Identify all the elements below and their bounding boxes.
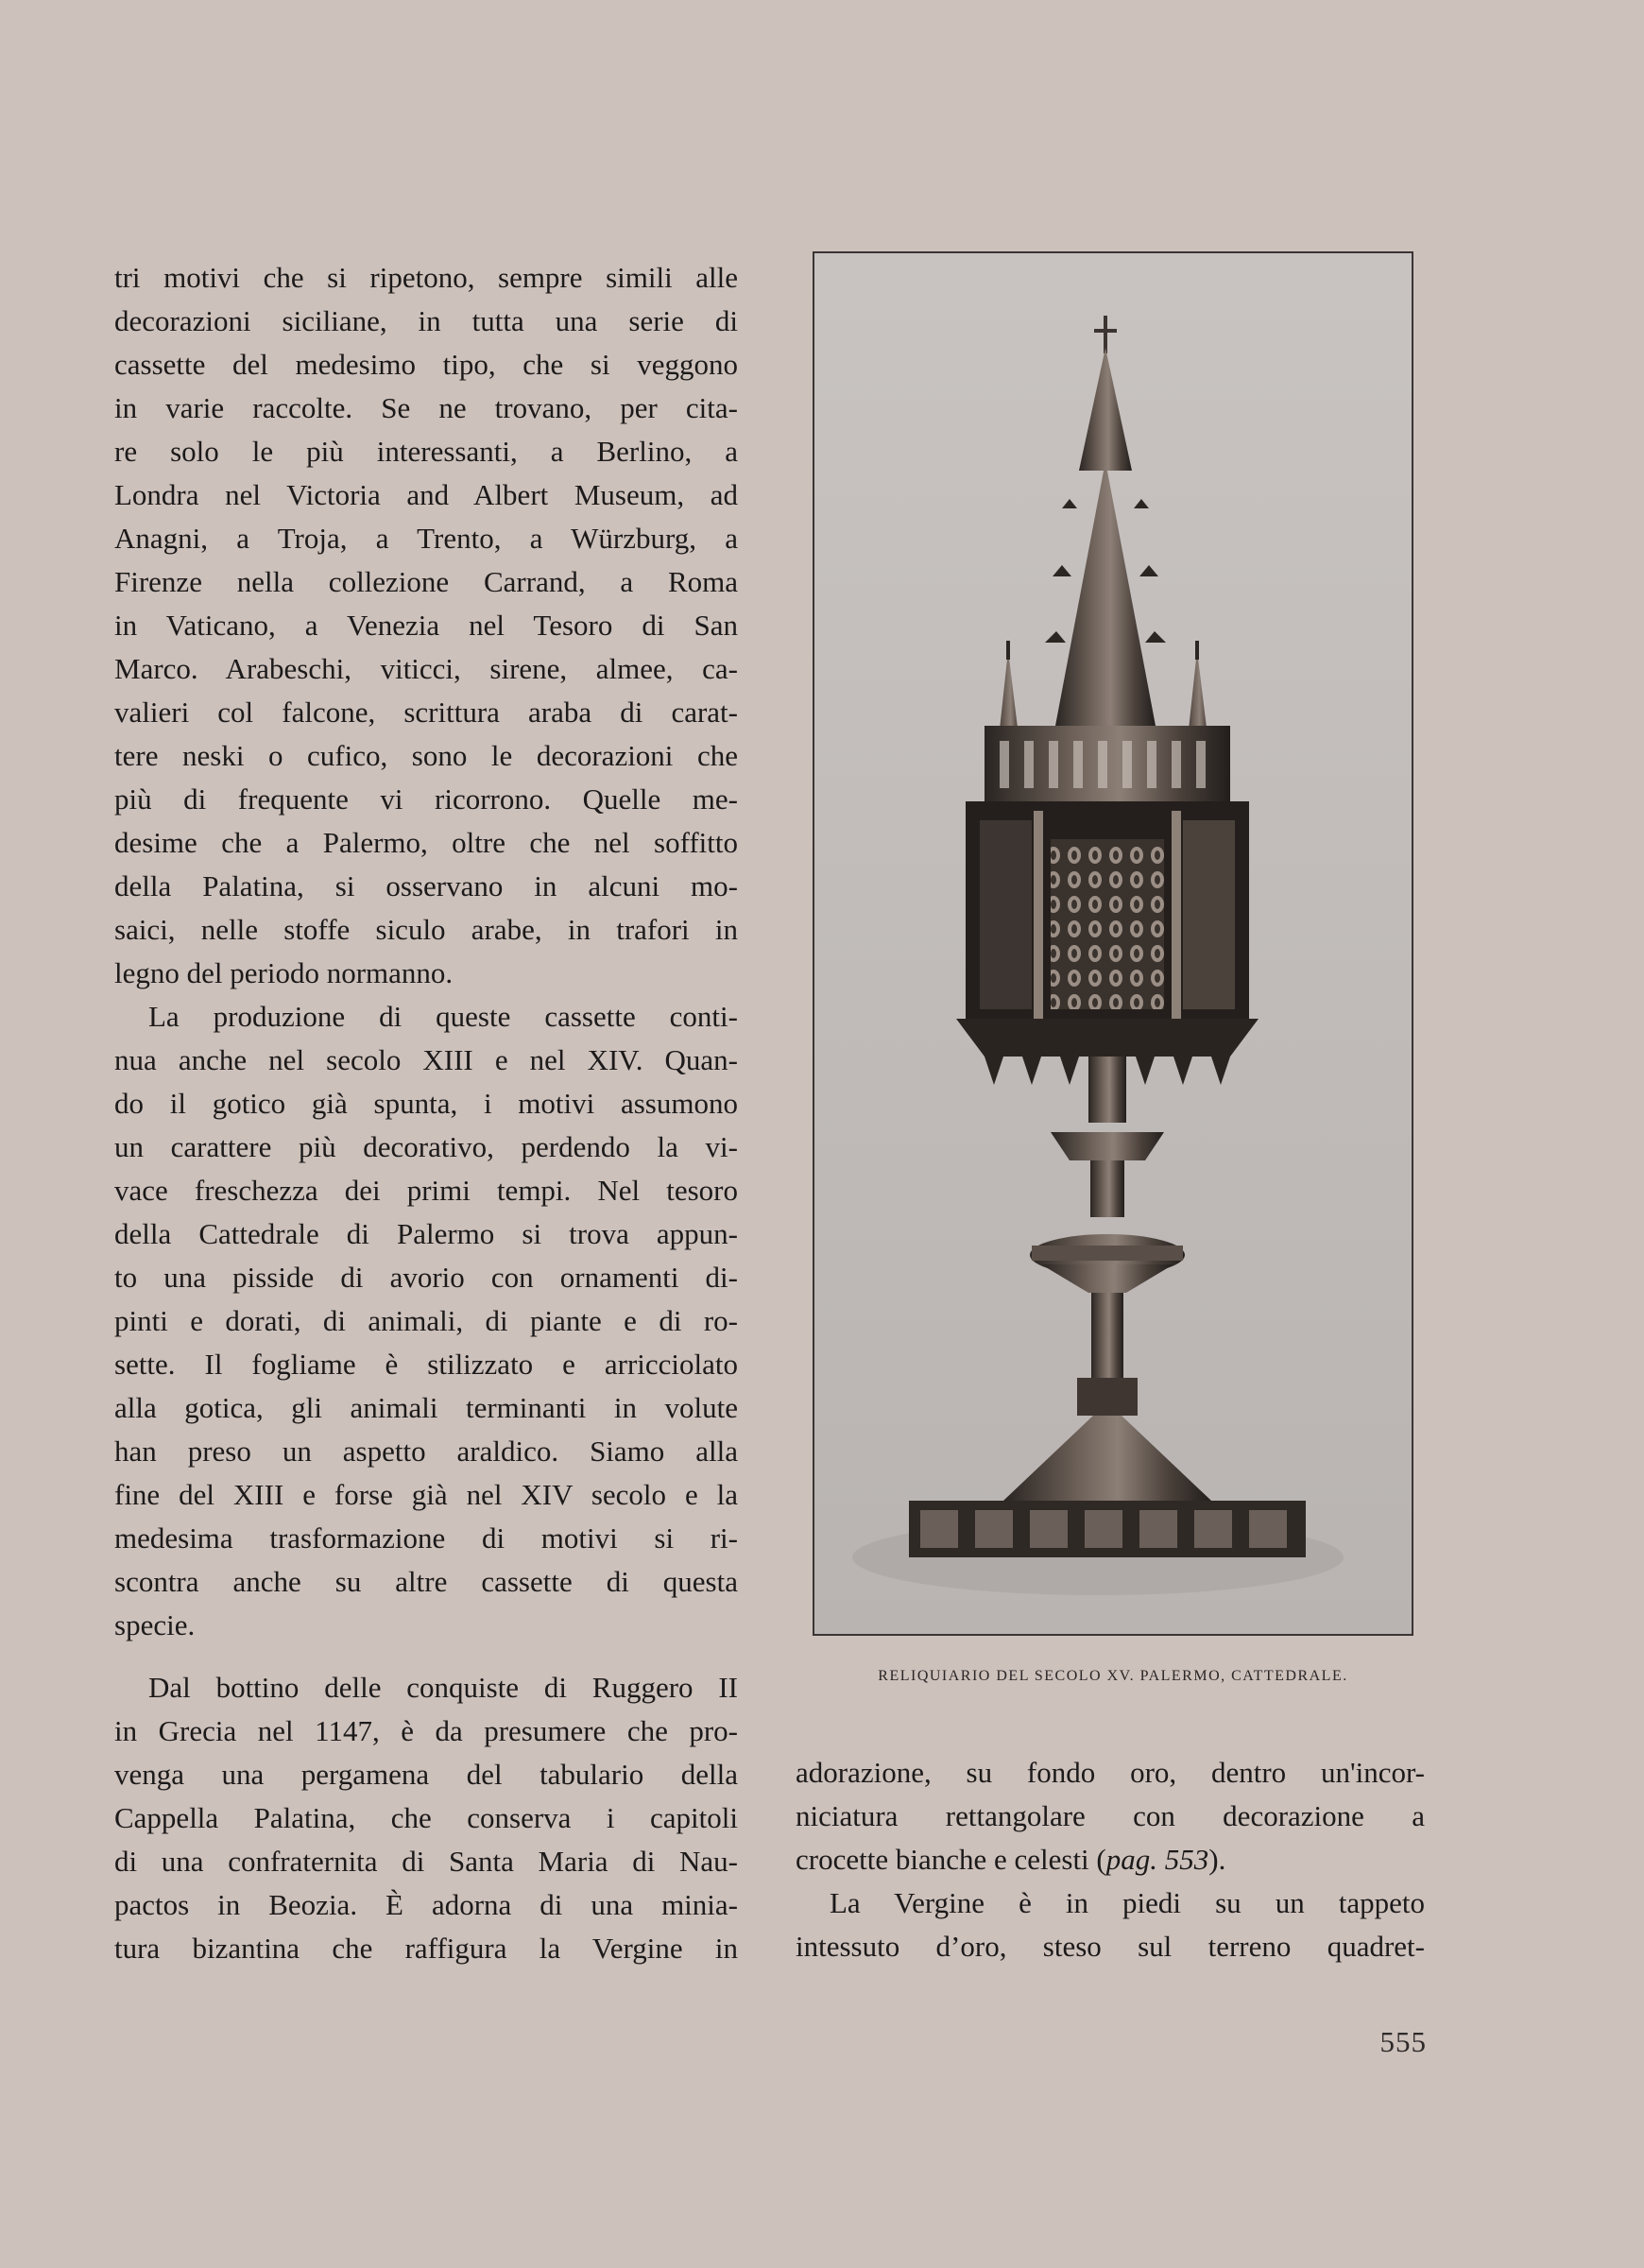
text-line: alla gotica, gli animali terminanti in volute <box>114 1391 738 1424</box>
text-line: più di frequente vi ricorrono. Quelle me- <box>114 782 738 816</box>
reliquary-illustration <box>814 253 1412 1634</box>
text-line: specie. <box>114 1608 196 1641</box>
text-line: pactos in Beozia. È adorna di una minia- <box>114 1888 738 1921</box>
text-line: della Palatina, si osservano in alcuni mo- <box>114 869 738 902</box>
text-line-with-reference <box>796 1838 1425 1881</box>
text-line: Marco. Arabeschi, viticci, sirene, almee, ca- <box>114 652 738 685</box>
figure-caption: RELIQUIARIO DEL SECOLO XV. PALERMO, CATTEDRALE. <box>878 1668 1348 1684</box>
text-line: venga una pergamena del tabulario della <box>114 1758 738 1791</box>
text-line: to una pisside di avorio con ornamenti di- <box>114 1261 738 1294</box>
text-line: do il gotico già spunta, i motivi assumono <box>114 1087 738 1120</box>
text-line: Londra nel Victoria and Albert Museum, ad <box>114 478 738 511</box>
text-line: fine del XIII e forse già nel XIV secolo e la <box>114 1478 738 1511</box>
page-reference: pag. 553 <box>1105 1843 1209 1876</box>
paragraph-start-line: La Vergine è in piedi su un tappeto <box>830 1886 1425 1919</box>
right-column-text <box>796 1751 1425 1978</box>
page-number: 555 <box>1379 2025 1427 2058</box>
left-column-text-continued <box>114 1666 738 1978</box>
text-line: della Cattedrale di Palermo si trova appun- <box>114 1217 738 1250</box>
text-line: pinti e dorati, di animali, di piante e di ro- <box>114 1304 738 1337</box>
text-line: sette. Il fogliame è stilizzato e arricciolato <box>114 1348 738 1381</box>
text-line: desime che a Palermo, oltre che nel soffitto <box>114 826 738 859</box>
text-line: tura bizantina che raffigura la Vergine in <box>114 1932 738 1965</box>
paragraph-start-line: La produzione di queste cassette conti- <box>148 1000 738 1033</box>
text-line: medesima trasformazione di motivi si ri- <box>114 1521 738 1555</box>
paragraph-start-line: Dal bottino delle conquiste di Ruggero II <box>148 1671 738 1704</box>
text-line: di una confraternita di Santa Maria di Nau- <box>114 1845 738 1878</box>
text-line: in Vaticano, a Venezia nel Tesoro di San <box>114 609 738 642</box>
text-fragment: ). <box>1208 1843 1226 1876</box>
text-line: niciatura rettangolare con decorazione a <box>796 1799 1425 1832</box>
text-line: tri motivi che si ripetono, sempre simili alle <box>114 261 738 294</box>
text-line: un carattere più decorativo, perdendo la vi- <box>114 1130 738 1163</box>
text-line: intessuto d’oro, steso sul terreno quadret- <box>796 1930 1425 1963</box>
text-line: re solo le più interessanti, a Berlino, a <box>114 435 738 468</box>
text-line: adorazione, su fondo oro, dentro un'incor- <box>796 1756 1425 1789</box>
text-line: Cappella Palatina, che conserva i capitoli <box>114 1801 738 1834</box>
text-line: scontra anche su altre cassette di questa <box>114 1565 738 1598</box>
text-line: Anagni, a Troja, a Trento, a Würzburg, a <box>114 522 738 555</box>
text-fragment: crocette bianche e celesti ( <box>796 1843 1106 1876</box>
text-line: in Grecia nel 1147, è da presumere che pro- <box>114 1714 738 1747</box>
text-line: Firenze nella collezione Carrand, a Roma <box>114 565 738 598</box>
text-line: legno del periodo normanno. <box>114 956 454 989</box>
text-line: decorazioni siciliane, in tutta una serie di <box>114 304 738 337</box>
text-line: tere neski o cufico, sono le decorazioni che <box>114 739 738 772</box>
text-line: valieri col falcone, scrittura araba di carat- <box>114 696 738 729</box>
text-line: vace freschezza dei primi tempi. Nel tesoro <box>114 1174 738 1207</box>
text-line: in varie raccolte. Se ne trovano, per cita- <box>114 391 738 424</box>
text-line: cassette del medesimo tipo, che si veggono <box>114 348 738 381</box>
text-line: han preso un aspetto araldico. Siamo alla <box>114 1435 738 1468</box>
reliquary-photograph <box>813 251 1413 1636</box>
text-line: saici, nelle stoffe siculo arabe, in trafori in <box>114 913 738 946</box>
text-line: nua anche nel secolo XIII e nel XIV. Quan- <box>114 1043 738 1076</box>
